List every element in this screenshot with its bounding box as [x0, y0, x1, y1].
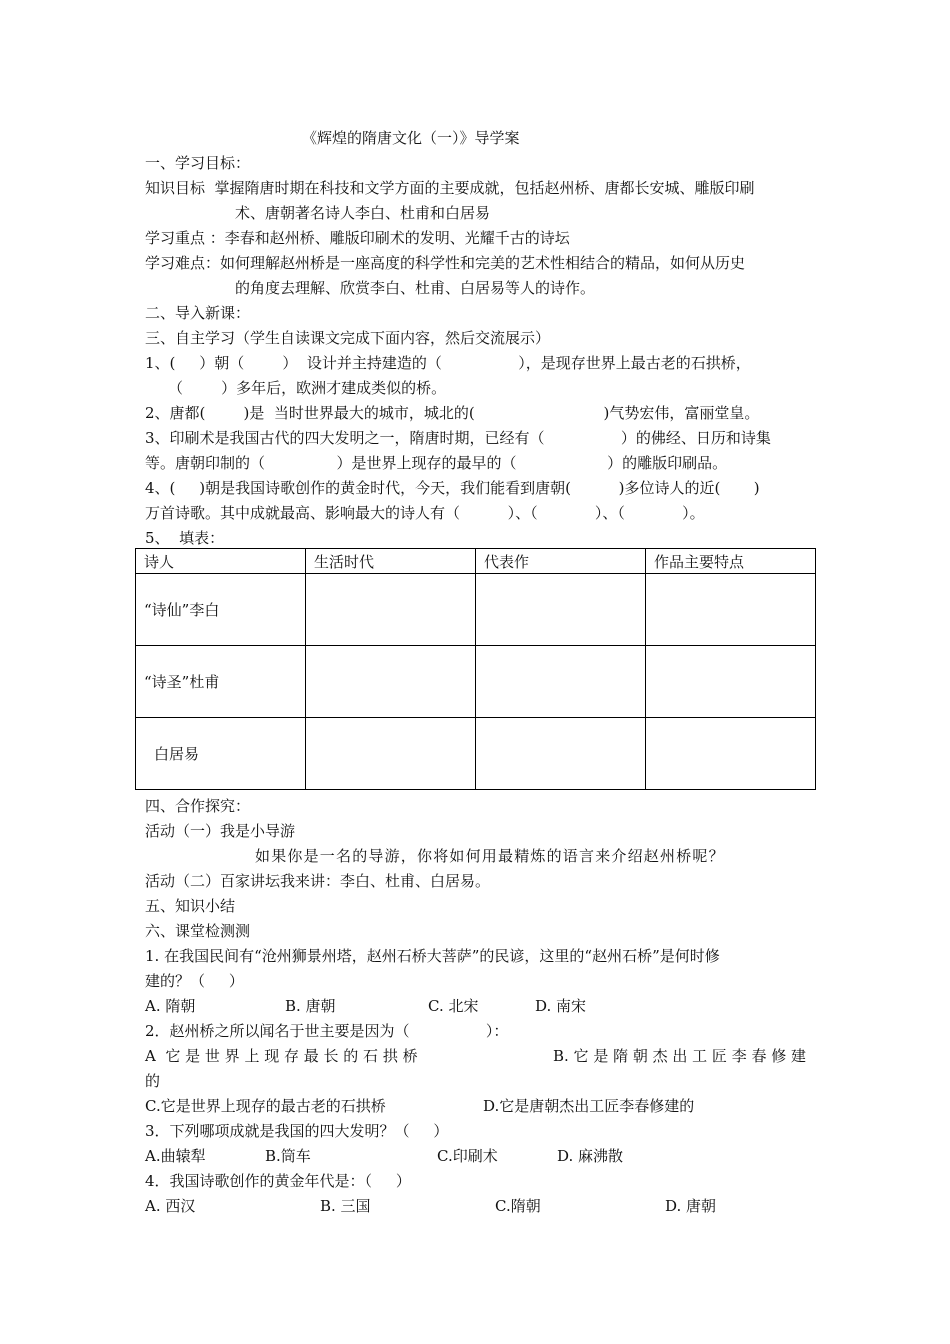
- test-q4-option-c: C.隋朝: [495, 1197, 541, 1215]
- page-title: 《辉煌的隋唐文化（一）》导学案: [302, 129, 520, 147]
- question-4-line2: 万首诗歌。其中成就最高、影响最大的诗人有（ ）、（ ）、（ ）。: [145, 504, 705, 522]
- question-3-line1: 3、印刷术是我国古代的四大发明之一，隋唐时期，已经有（ ）的佛经、日历和诗集: [145, 429, 771, 447]
- table-row: [136, 646, 816, 718]
- test-q4-option-a: A. 西汉: [145, 1197, 196, 1215]
- poet-cell: 白居易: [136, 718, 306, 790]
- poet-cell: “诗圣”杜甫: [136, 646, 306, 718]
- test-q2-option-b-tail: 的: [145, 1072, 161, 1090]
- features-cell[interactable]: [646, 646, 816, 718]
- table-header-row: [136, 549, 816, 574]
- features-cell[interactable]: [646, 718, 816, 790]
- section-heading-cooperation: 四、合作探究：: [145, 797, 251, 815]
- section-heading-self-study: 三、自主学习（学生自读课文完成下面内容，然后交流展示）: [145, 329, 551, 347]
- question-1-line2: （ ）多年后，欧洲才建成类似的桥。: [168, 379, 447, 397]
- key-points: 学习重点 ：李春和赵州桥、雕版印刷术的发明、光耀千古的诗坛: [145, 229, 570, 247]
- poet-cell: “诗仙”李白: [136, 574, 306, 646]
- table-row: [136, 718, 816, 790]
- test-q2-option-c: C.它是世界上现存的最古老的石拱桥: [145, 1097, 386, 1115]
- test-q1-line2: 建的？（ ）: [145, 972, 244, 990]
- test-q3: 3．下列哪项成就是我国的四大发明？（ ）: [145, 1122, 449, 1140]
- question-2: 2、唐都( )是 当时世界最大的城市，城北的( )气势宏伟，富丽堂皇。: [145, 404, 760, 422]
- test-q1-option-b: B. 唐朝: [285, 997, 336, 1015]
- test-q4: 4．我国诗歌创作的黄金年代是：（ ）: [145, 1172, 411, 1190]
- activity-1-question: 如果你是一名的导游，你将如何用最精炼的语言来介绍赵州桥呢？: [255, 847, 725, 865]
- header-era: 生活时代: [306, 549, 476, 574]
- era-cell[interactable]: [306, 574, 476, 646]
- knowledge-goal-line2: 术、唐朝著名诗人李白、杜甫和白居易: [235, 204, 491, 222]
- header-works: 代表作: [476, 549, 646, 574]
- test-q2-option-b: B. 它 是 隋 朝 杰 出 工 匠 李 春 修 建: [553, 1047, 807, 1065]
- era-cell[interactable]: [306, 718, 476, 790]
- header-poet: 诗人: [136, 549, 306, 574]
- test-q4-option-b: B. 三国: [320, 1197, 371, 1215]
- test-q3-option-c: C.印刷术: [437, 1147, 498, 1165]
- era-cell[interactable]: [306, 646, 476, 718]
- difficulty-line1: 学习难点：如何理解赵州桥是一座高度的科学性和完美的艺术性相结合的精品，如何从历史: [145, 254, 746, 272]
- test-q2-option-d: D.它是唐朝杰出工匠李春修建的: [483, 1097, 695, 1115]
- works-cell[interactable]: [476, 574, 646, 646]
- section-heading-goals: 一、学习目标：: [145, 154, 251, 172]
- test-q2-option-a: A 它 是 世 界 上 现 存 最 长 的 石 拱 桥: [145, 1047, 418, 1065]
- test-q4-option-d: D. 唐朝: [665, 1197, 717, 1215]
- test-q1-option-a: A. 隋朝: [145, 997, 196, 1015]
- table-row: [136, 574, 816, 646]
- test-q1-option-d: D. 南宋: [535, 997, 587, 1015]
- works-cell[interactable]: [476, 718, 646, 790]
- question-1-line1: 1、( ）朝（ ） 设计并主持建造的（ ），是现存世界上最古老的石拱桥，: [145, 354, 751, 372]
- activity-2-title: 活动（二）百家讲坛我来讲：李白、杜甫、白居易。: [145, 872, 491, 890]
- test-q3-option-d: D. 麻沸散: [557, 1147, 624, 1165]
- works-cell[interactable]: [476, 646, 646, 718]
- features-cell[interactable]: [646, 574, 816, 646]
- question-3-line2: 等。唐朝印制的（ ）是世界上现存的最早的（ ）的雕版印刷品。: [145, 454, 728, 472]
- test-q3-option-b: B.筒车: [265, 1147, 311, 1165]
- activity-1-title: 活动（一）我是小导游: [145, 822, 296, 840]
- section-heading-intro: 二、导入新课：: [145, 304, 251, 322]
- question-5: 5、 填表：: [145, 529, 225, 547]
- section-heading-summary: 五、知识小结: [145, 897, 236, 915]
- poets-table: [135, 548, 816, 790]
- difficulty-line2: 的角度去理解、欣赏李白、杜甫、白居易等人的诗作。: [235, 279, 596, 297]
- question-4-line1: 4、( )朝是我国诗歌创作的黄金时代，今天，我们能看到唐朝( )多位诗人的近( ): [145, 479, 760, 497]
- knowledge-goal-line1: 知识目标 掌握隋唐时期在科技和文学方面的主要成就，包括赵州桥、唐都长安城、雕版印刷: [145, 179, 755, 197]
- test-q1-line1: 1. 在我国民间有“沧州狮景州塔，赵州石桥大菩萨”的民谚，这里的“赵州石桥”是何时修: [145, 947, 720, 965]
- test-q1-option-c: C. 北宋: [428, 997, 479, 1015]
- test-q2: 2．赵州桥之所以闻名于世主要是因为（ ）：: [145, 1022, 509, 1040]
- header-features: 作品主要特点: [646, 549, 816, 574]
- section-heading-test: 六、课堂检测测: [145, 922, 251, 940]
- test-q3-option-a: A.曲辕犁: [145, 1147, 206, 1165]
